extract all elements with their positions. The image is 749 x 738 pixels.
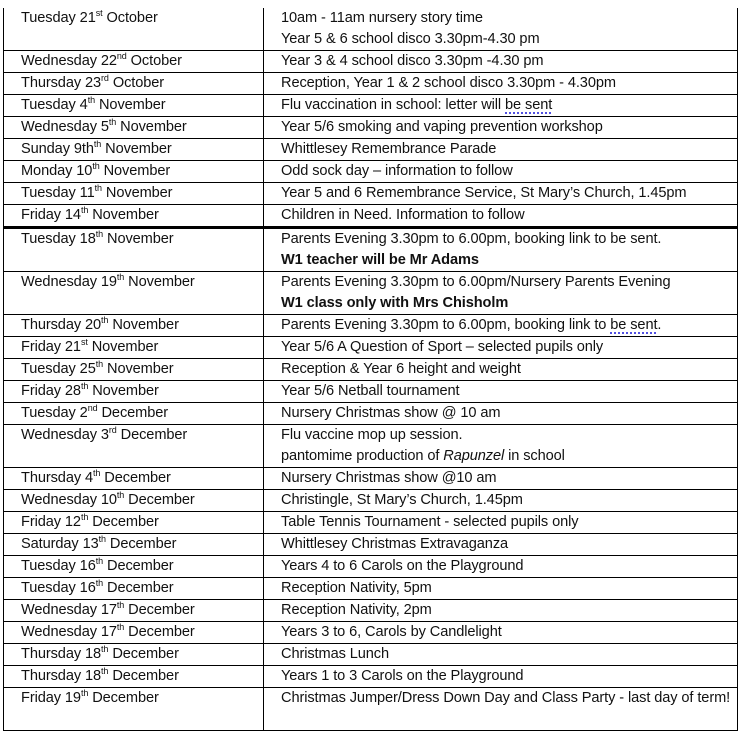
date-ordinal-suffix: st <box>80 337 88 347</box>
table-row <box>4 205 738 228</box>
date-ordinal-suffix: th <box>80 512 89 522</box>
date-cell <box>4 578 264 600</box>
spellcheck-flagged-text[interactable]: be sent <box>610 317 658 333</box>
events-calendar-table <box>3 8 738 731</box>
event-text: . <box>657 317 662 333</box>
date-day: Friday 21 <box>21 339 81 355</box>
event-cell <box>264 644 738 666</box>
date-day: Wednesday 19 <box>21 274 117 290</box>
date-month: November <box>98 97 166 113</box>
event-line <box>281 446 731 467</box>
date-month: December <box>128 624 195 640</box>
table-row <box>4 337 738 359</box>
table-row <box>4 95 738 117</box>
date-cell <box>4 139 264 161</box>
event-line: W1 teacher will be Mr Adams <box>281 252 479 268</box>
event-line: Parents Evening 3.30pm to 6.00pm/Nursery Parents Evening <box>281 274 671 290</box>
calendar-body <box>4 8 738 731</box>
date-ordinal-suffix: th <box>101 644 109 654</box>
table-row <box>4 381 738 403</box>
date-ordinal-suffix: th <box>95 359 104 369</box>
date-month: November <box>128 274 195 290</box>
table-row <box>4 490 738 512</box>
event-cell <box>264 666 738 688</box>
date-cell <box>4 600 264 622</box>
date-ordinal-suffix: th <box>93 139 102 149</box>
date-cell <box>4 490 264 512</box>
date-month: November <box>105 141 172 157</box>
event-cell <box>264 468 738 490</box>
date-day: Thursday 20 <box>21 317 102 333</box>
event-line: Years 1 to 3 Carols on the Playground <box>281 668 524 684</box>
event-cell <box>264 688 738 731</box>
date-ordinal-suffix: th <box>116 272 125 282</box>
event-line: 10am - 11am nursery story time <box>281 10 483 26</box>
date-month: November <box>92 383 159 399</box>
date-cell <box>4 644 264 666</box>
event-cell <box>264 51 738 73</box>
table-row <box>4 272 738 315</box>
table-row <box>4 468 738 490</box>
date-day: Monday 10 <box>21 163 93 179</box>
table-row <box>4 556 738 578</box>
event-cell <box>264 578 738 600</box>
date-ordinal-suffix: th <box>108 117 117 127</box>
event-cell <box>264 403 738 425</box>
date-day: Wednesday 17 <box>21 602 117 618</box>
date-day: Tuesday 25 <box>21 361 96 377</box>
spellcheck-flagged-text[interactable]: be sent <box>505 97 553 113</box>
date-day: Wednesday 5 <box>21 119 109 135</box>
date-month: November <box>112 317 179 333</box>
event-line: Reception, Year 1 & 2 school disco 3.30pm - 4.30pm <box>281 75 616 91</box>
event-cell <box>264 117 738 139</box>
event-line: Table Tennis Tournament - selected pupils only <box>281 514 579 530</box>
date-month: November <box>105 185 173 201</box>
date-day: Tuesday 16 <box>21 558 96 574</box>
date-day: Thursday 18 <box>21 646 102 662</box>
table-row <box>4 359 738 381</box>
event-cell <box>264 425 738 468</box>
event-line: Odd sock day – information to follow <box>281 163 513 179</box>
event-cell <box>264 512 738 534</box>
date-day: Friday 12 <box>21 514 81 530</box>
table-row <box>4 51 738 73</box>
event-line: Nursery Christmas show @ 10 am <box>281 405 501 421</box>
date-month: October <box>106 10 158 26</box>
date-day: Friday 14 <box>21 207 81 223</box>
event-cell <box>264 337 738 359</box>
date-month: October <box>112 75 165 91</box>
date-cell <box>4 8 264 51</box>
table-row <box>4 403 738 425</box>
date-ordinal-suffix: th <box>80 688 89 698</box>
event-line: Parents Evening 3.30pm to 6.00pm, booking link to be sent. <box>281 231 662 247</box>
date-day: Wednesday 17 <box>21 624 117 640</box>
date-cell <box>4 161 264 183</box>
event-cell <box>264 205 738 228</box>
table-row <box>4 666 738 688</box>
event-cell <box>264 534 738 556</box>
date-day: Thursday 23 <box>21 75 102 91</box>
date-day: Tuesday 11 <box>21 185 95 201</box>
date-month: December <box>92 514 159 530</box>
event-cell <box>264 556 738 578</box>
date-ordinal-suffix: st <box>95 8 103 18</box>
date-day: Tuesday 18 <box>21 231 96 247</box>
event-cell <box>264 228 738 272</box>
table-row <box>4 73 738 95</box>
date-ordinal-suffix: th <box>80 381 89 391</box>
date-cell <box>4 381 264 403</box>
date-cell <box>4 468 264 490</box>
table-row <box>4 644 738 666</box>
event-line: Years 3 to 6, Carols by Candlelight <box>281 624 502 640</box>
date-cell <box>4 359 264 381</box>
date-month: December <box>107 580 174 596</box>
event-text: Flu vaccination in school: letter will <box>281 97 506 113</box>
table-row <box>4 512 738 534</box>
date-cell <box>4 512 264 534</box>
date-day: Tuesday 2 <box>21 405 88 421</box>
date-month: December <box>112 646 179 662</box>
date-ordinal-suffix: th <box>93 468 101 478</box>
event-line: Year 5/6 Netball tournament <box>281 383 460 399</box>
date-ordinal-suffix: th <box>95 578 104 588</box>
event-line: Christmas Lunch <box>281 646 389 662</box>
date-cell <box>4 205 264 228</box>
date-cell <box>4 534 264 556</box>
date-month: December <box>112 668 179 684</box>
date-ordinal-suffix: th <box>94 183 102 193</box>
table-row <box>4 228 738 272</box>
date-day: Tuesday 4 <box>21 97 88 113</box>
event-cell <box>264 95 738 117</box>
event-cell <box>264 381 738 403</box>
date-ordinal-suffix: th <box>92 161 100 171</box>
date-ordinal-suffix: th <box>80 205 89 215</box>
table-row <box>4 183 738 205</box>
event-line <box>281 315 731 336</box>
table-row <box>4 578 738 600</box>
event-line: Year 5/6 smoking and vaping prevention workshop <box>281 119 603 135</box>
date-day: Friday 19 <box>21 690 81 706</box>
date-cell <box>4 315 264 337</box>
date-day: Sunday 9th <box>21 141 94 157</box>
event-line: Year 5 & 6 school disco 3.30pm-4.30 pm <box>281 31 540 47</box>
date-month: December <box>128 492 195 508</box>
event-line: Reception Nativity, 5pm <box>281 580 432 596</box>
date-month: November <box>91 339 159 355</box>
date-month: December <box>109 536 177 552</box>
date-ordinal-suffix: th <box>95 229 104 239</box>
date-month: December <box>101 405 169 421</box>
date-cell <box>4 403 264 425</box>
event-line: Year 5 and 6 Remembrance Service, St Mary’s Church, 1.45pm <box>281 185 687 201</box>
table-row <box>4 425 738 468</box>
date-month: November <box>92 207 159 223</box>
date-day: Friday 28 <box>21 383 81 399</box>
date-cell <box>4 688 264 731</box>
event-cell <box>264 600 738 622</box>
date-cell <box>4 228 264 272</box>
date-cell <box>4 95 264 117</box>
date-ordinal-suffix: rd <box>108 425 117 435</box>
table-row <box>4 534 738 556</box>
event-line: Years 4 to 6 Carols on the Playground <box>281 558 524 574</box>
date-ordinal-suffix: th <box>95 556 104 566</box>
date-cell <box>4 51 264 73</box>
date-month: December <box>104 470 171 486</box>
date-cell <box>4 73 264 95</box>
event-cell <box>264 622 738 644</box>
date-month: December <box>120 427 188 443</box>
event-line: Reception & Year 6 height and weight <box>281 361 521 377</box>
event-line: Christingle, St Mary’s Church, 1.45pm <box>281 492 523 508</box>
date-month: November <box>107 231 174 247</box>
date-month: November <box>107 361 174 377</box>
date-month: November <box>120 119 187 135</box>
event-text: Parents Evening 3.30pm to 6.00pm, booking link to <box>281 317 611 333</box>
event-cell <box>264 139 738 161</box>
date-cell <box>4 337 264 359</box>
date-day: Wednesday 10 <box>21 492 117 508</box>
date-day: Tuesday 16 <box>21 580 96 596</box>
date-day: Saturday 13 <box>21 536 99 552</box>
table-row <box>4 315 738 337</box>
event-line: Flu vaccine mop up session. <box>281 427 463 443</box>
date-day: Wednesday 22 <box>21 53 117 69</box>
event-cell <box>264 315 738 337</box>
event-cell <box>264 490 738 512</box>
date-ordinal-suffix: th <box>116 600 125 610</box>
event-text: pantomime production of <box>281 448 444 464</box>
event-line: Whittlesey Christmas Extravaganza <box>281 536 509 552</box>
date-day: Thursday 4 <box>21 470 94 486</box>
date-month: November <box>103 163 171 179</box>
date-ordinal-suffix: th <box>116 490 125 500</box>
date-cell <box>4 117 264 139</box>
event-line: Children in Need. Information to follow <box>281 207 525 223</box>
table-row <box>4 8 738 51</box>
date-ordinal-suffix: th <box>116 622 125 632</box>
date-cell <box>4 272 264 315</box>
event-cell <box>264 161 738 183</box>
date-day: Thursday 18 <box>21 668 102 684</box>
date-cell <box>4 556 264 578</box>
event-line: W1 class only with Mrs Chisholm <box>281 295 509 311</box>
table-row <box>4 622 738 644</box>
event-text: in school <box>504 448 565 464</box>
event-line: Reception Nativity, 2pm <box>281 602 432 618</box>
date-month: December <box>107 558 174 574</box>
date-month: October <box>130 53 182 69</box>
date-cell <box>4 622 264 644</box>
event-title-italic: Rapunzel <box>443 448 505 464</box>
event-line: Nursery Christmas show @10 am <box>281 470 497 486</box>
table-row <box>4 161 738 183</box>
table-row <box>4 688 738 731</box>
date-day: Wednesday 3 <box>21 427 109 443</box>
date-ordinal-suffix: nd <box>87 403 98 413</box>
date-month: December <box>128 602 195 618</box>
date-ordinal-suffix: rd <box>101 73 109 83</box>
table-row <box>4 117 738 139</box>
event-line: Year 3 & 4 school disco 3.30pm -4.30 pm <box>281 53 544 69</box>
date-cell <box>4 425 264 468</box>
date-month: December <box>92 690 159 706</box>
event-line <box>281 95 731 116</box>
date-ordinal-suffix: th <box>101 666 109 676</box>
event-cell <box>264 183 738 205</box>
table-row <box>4 600 738 622</box>
date-ordinal-suffix: th <box>87 95 96 105</box>
date-ordinal-suffix: nd <box>116 51 127 61</box>
date-ordinal-suffix: th <box>98 534 106 544</box>
date-cell <box>4 183 264 205</box>
event-cell <box>264 8 738 51</box>
date-day: Tuesday 21 <box>21 10 96 26</box>
table-row <box>4 139 738 161</box>
event-line: Christmas Jumper/Dress Down Day and Class Party - last day of term! <box>281 690 731 706</box>
event-cell <box>264 73 738 95</box>
date-ordinal-suffix: th <box>101 315 109 325</box>
event-line: Whittlesey Remembrance Parade <box>281 141 497 157</box>
event-cell <box>264 359 738 381</box>
event-cell <box>264 272 738 315</box>
event-line: Year 5/6 A Question of Sport – selected pupils only <box>281 339 604 355</box>
date-cell <box>4 666 264 688</box>
